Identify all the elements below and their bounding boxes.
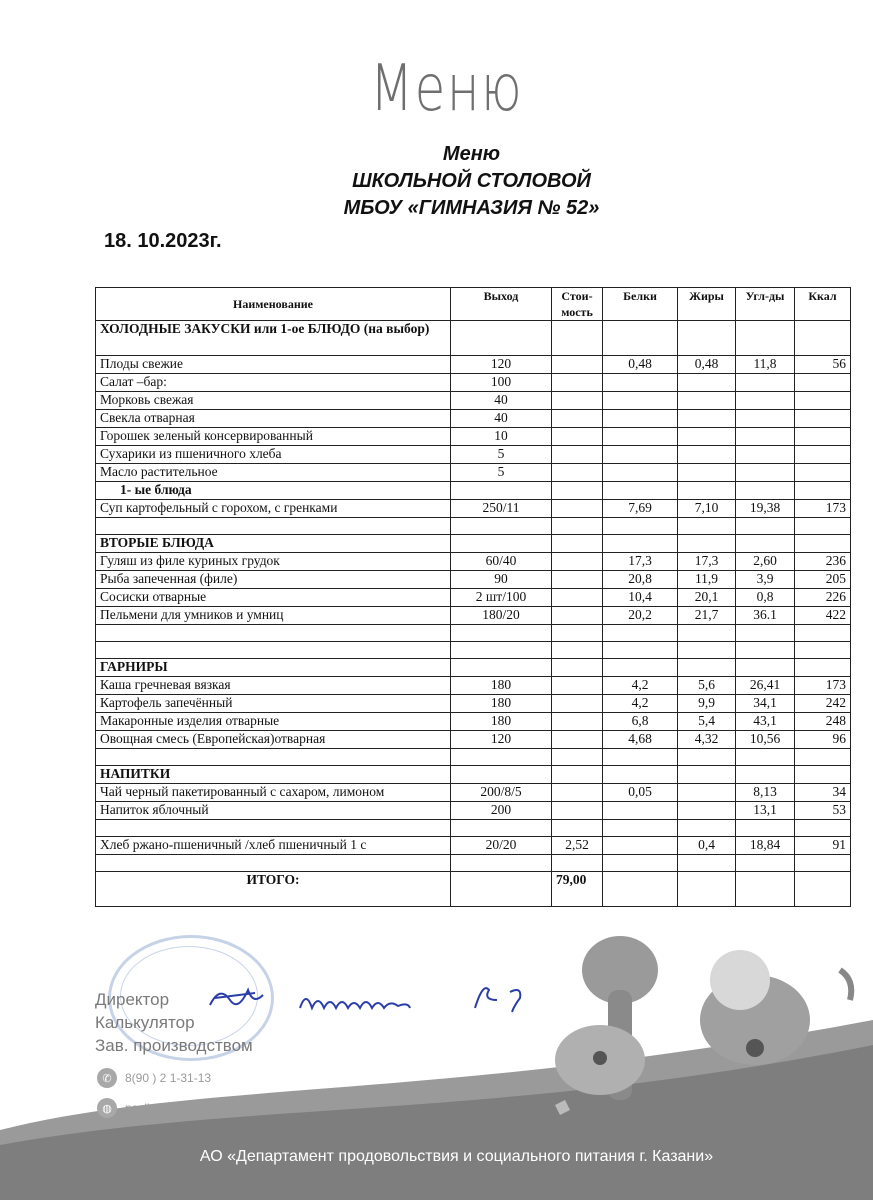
cell-kcal: 91 [795, 837, 851, 855]
total-fat-cell [678, 872, 736, 907]
cell-output: 10 [451, 428, 552, 446]
table-row [96, 571, 851, 589]
column-header-carbs-label: Угл-ды [745, 289, 785, 303]
cell-fat [678, 321, 736, 356]
cell-name [96, 820, 451, 837]
table-row [96, 837, 851, 855]
cell-kcal [795, 625, 851, 642]
total-output-cell [451, 872, 552, 907]
cell-carbs [736, 392, 795, 410]
cell-protein: 20,8 [603, 571, 678, 589]
cell-cost [552, 749, 603, 766]
cell-kcal: 173 [795, 677, 851, 695]
cell-fat: 4,32 [678, 731, 736, 749]
table-header-row [96, 288, 851, 321]
cell-name: Чай черный пакетированный с сахаром, лимоном [96, 784, 451, 802]
cell-output [451, 766, 552, 784]
cell-kcal [795, 855, 851, 872]
cell-fat [678, 855, 736, 872]
cell-cost [552, 820, 603, 837]
cell-fat: 0,48 [678, 356, 736, 374]
cell-kcal [795, 535, 851, 553]
table-row [96, 749, 851, 766]
cell-carbs [736, 820, 795, 837]
cell-kcal [795, 482, 851, 500]
cell-protein: 4,68 [603, 731, 678, 749]
cell-protein: 4,2 [603, 677, 678, 695]
cell-fat [678, 518, 736, 535]
column-header-carbs [736, 288, 795, 321]
cell-protein [603, 625, 678, 642]
website-contact [97, 1098, 200, 1118]
table-row [96, 553, 851, 571]
cell-carbs [736, 446, 795, 464]
table-row [96, 392, 851, 410]
cell-cost [552, 802, 603, 820]
cell-carbs: 43,1 [736, 713, 795, 731]
cell-output [451, 518, 552, 535]
cell-cost [552, 428, 603, 446]
cell-cost [552, 464, 603, 482]
cell-kcal: 236 [795, 553, 851, 571]
total-value: 79,00 [552, 872, 603, 907]
table-row [96, 784, 851, 802]
cell-fat [678, 374, 736, 392]
cell-kcal [795, 374, 851, 392]
cell-kcal: 422 [795, 607, 851, 625]
cell-carbs [736, 659, 795, 677]
cell-cost [552, 374, 603, 392]
table-row [96, 589, 851, 607]
table-row [96, 464, 851, 482]
cell-cost [552, 642, 603, 659]
cell-cost [552, 589, 603, 607]
cell-name: Масло растительное [96, 464, 451, 482]
cell-carbs: 13,1 [736, 802, 795, 820]
table-row [96, 695, 851, 713]
cell-name: Хлеб ржано-пшеничный /хлеб пшеничный 1 с [96, 837, 451, 855]
cell-carbs: 2,60 [736, 553, 795, 571]
cell-protein [603, 410, 678, 428]
table-row [96, 659, 851, 677]
cell-fat [678, 766, 736, 784]
cell-fat: 5,4 [678, 713, 736, 731]
cell-fat [678, 482, 736, 500]
cell-output: 120 [451, 356, 552, 374]
cell-cost [552, 625, 603, 642]
cell-name: Горошек зеленый консервированный [96, 428, 451, 446]
cell-carbs: 19,38 [736, 500, 795, 518]
cell-protein [603, 446, 678, 464]
cell-protein [603, 766, 678, 784]
cell-name: Сосиски отварные [96, 589, 451, 607]
column-header-protein: Белки [603, 288, 678, 321]
cell-fat: 20,1 [678, 589, 736, 607]
cell-name: ГАРНИРЫ [96, 659, 451, 677]
cell-carbs: 36.1 [736, 607, 795, 625]
cell-output: 2 шт/100 [451, 589, 552, 607]
phone-icon: ✆ [97, 1068, 117, 1088]
calculator-label: Калькулятор [95, 1013, 195, 1032]
cell-output [451, 820, 552, 837]
cell-cost [552, 553, 603, 571]
table-row [96, 321, 851, 356]
cell-protein [603, 374, 678, 392]
menu-table [95, 287, 851, 907]
cell-carbs: 26,41 [736, 677, 795, 695]
cell-output [451, 535, 552, 553]
cell-output [451, 749, 552, 766]
cell-kcal: 34 [795, 784, 851, 802]
cell-fat [678, 464, 736, 482]
cell-kcal [795, 464, 851, 482]
cell-output [451, 482, 552, 500]
cell-output: 60/40 [451, 553, 552, 571]
cell-kcal [795, 410, 851, 428]
column-header-name: Наименование [96, 288, 451, 321]
cell-carbs [736, 464, 795, 482]
table-row [96, 713, 851, 731]
cell-cost [552, 321, 603, 356]
table-row [96, 607, 851, 625]
cell-protein [603, 428, 678, 446]
cell-fat [678, 428, 736, 446]
cell-cost [552, 500, 603, 518]
cell-output: 40 [451, 392, 552, 410]
cell-protein: 0,05 [603, 784, 678, 802]
cell-cost [552, 518, 603, 535]
cell-name: Плоды свежие [96, 356, 451, 374]
cell-name: Суп картофельный с горохом, с гренками [96, 500, 451, 518]
cell-name: Свекла отварная [96, 410, 451, 428]
cell-fat [678, 446, 736, 464]
mascot-illustration [540, 930, 873, 1130]
cell-carbs [736, 374, 795, 392]
cell-output [451, 642, 552, 659]
cell-fat [678, 749, 736, 766]
cell-name [96, 855, 451, 872]
cell-output [451, 321, 552, 356]
cell-kcal: 96 [795, 731, 851, 749]
globe-icon: ◍ [97, 1098, 117, 1118]
cell-output: 180/20 [451, 607, 552, 625]
cell-kcal [795, 820, 851, 837]
cell-carbs [736, 535, 795, 553]
cell-protein: 10,4 [603, 589, 678, 607]
phone-contact [97, 1068, 211, 1088]
website-url: pcelisaretar.ru [125, 1101, 201, 1115]
page-title: Меню [442, 143, 501, 165]
cell-kcal [795, 659, 851, 677]
cell-protein [603, 464, 678, 482]
cell-name: Каша гречневая вязкая [96, 677, 451, 695]
cell-kcal: 173 [795, 500, 851, 518]
cell-cost [552, 766, 603, 784]
cell-protein: 6,8 [603, 713, 678, 731]
cell-fat [678, 535, 736, 553]
cell-output: 5 [451, 464, 552, 482]
phone-number: 8(90 ) 2 1-31-13 [125, 1071, 212, 1085]
cell-name [96, 625, 451, 642]
cell-fat: 17,3 [678, 553, 736, 571]
cell-cost [552, 392, 603, 410]
cell-output: 100 [451, 374, 552, 392]
cell-kcal [795, 392, 851, 410]
cell-name: Сухарики из пшеничного хлеба [96, 446, 451, 464]
cell-output: 5 [451, 446, 552, 464]
cell-cost [552, 607, 603, 625]
cell-name: 1- ые блюда [96, 482, 451, 500]
cell-cost [552, 695, 603, 713]
cell-name [96, 749, 451, 766]
cell-protein: 17,3 [603, 553, 678, 571]
cell-cost [552, 571, 603, 589]
total-carbs-cell [736, 872, 795, 907]
cell-cost [552, 784, 603, 802]
cell-kcal: 53 [795, 802, 851, 820]
cell-output: 180 [451, 677, 552, 695]
cell-kcal: 205 [795, 571, 851, 589]
cell-output: 120 [451, 731, 552, 749]
cell-cost [552, 482, 603, 500]
table-row [96, 446, 851, 464]
cell-name: ХОЛОДНЫЕ ЗАКУСКИ или 1-ое БЛЮДО (на выбор) [96, 321, 451, 356]
cell-fat [678, 784, 736, 802]
column-header-kcal: Ккал [795, 288, 851, 321]
cell-name: ВТОРЫЕ БЛЮДА [96, 535, 451, 553]
cell-protein: 4,2 [603, 695, 678, 713]
cell-cost [552, 713, 603, 731]
cell-carbs: 3,9 [736, 571, 795, 589]
cell-name: Овощная смесь (Европейская)отварная [96, 731, 451, 749]
cell-fat [678, 659, 736, 677]
cell-carbs [736, 766, 795, 784]
cell-fat [678, 625, 736, 642]
column-header-output: Выход [451, 288, 552, 321]
company-name: АО «Департамент продовольствия и социального питания г. Казани» [199, 1148, 714, 1165]
cell-fat [678, 642, 736, 659]
cell-output [451, 659, 552, 677]
cell-carbs: 8,13 [736, 784, 795, 802]
cell-output: 40 [451, 410, 552, 428]
cell-cost [552, 410, 603, 428]
cell-output: 200/8/5 [451, 784, 552, 802]
cell-kcal [795, 446, 851, 464]
cell-protein [603, 321, 678, 356]
cell-fat [678, 410, 736, 428]
cell-kcal [795, 749, 851, 766]
cell-output [451, 625, 552, 642]
cell-cost [552, 731, 603, 749]
table-row [96, 410, 851, 428]
column-header-cost [552, 288, 603, 321]
cell-name: Пельмени для умников и умниц [96, 607, 451, 625]
column-header-fat: Жиры [678, 288, 736, 321]
cell-output: 180 [451, 695, 552, 713]
cell-name: Напиток яблочный [96, 802, 451, 820]
cell-fat [678, 392, 736, 410]
table-row [96, 374, 851, 392]
total-kcal-cell [795, 872, 851, 907]
cell-kcal: 56 [795, 356, 851, 374]
school-name: МБОУ «ГИМНАЗИЯ № 52» [343, 197, 600, 219]
cell-fat: 9,9 [678, 695, 736, 713]
cell-cost [552, 535, 603, 553]
cell-name: Гуляш из филе куриных грудок [96, 553, 451, 571]
cell-output: 180 [451, 713, 552, 731]
cell-protein: 20,2 [603, 607, 678, 625]
cell-protein [603, 749, 678, 766]
cell-protein [603, 837, 678, 855]
cell-carbs: 18,84 [736, 837, 795, 855]
cell-name: Салат –бар: [96, 374, 451, 392]
cell-protein [603, 518, 678, 535]
cell-protein [603, 392, 678, 410]
cell-name [96, 518, 451, 535]
table-row [96, 482, 851, 500]
table-row [96, 642, 851, 659]
total-protein-cell [603, 872, 678, 907]
cell-cost [552, 446, 603, 464]
director-label: Директор [95, 990, 170, 1009]
cell-carbs: 11,8 [736, 356, 795, 374]
cell-kcal [795, 428, 851, 446]
cell-carbs [736, 749, 795, 766]
table-row [96, 356, 851, 374]
cell-fat: 5,6 [678, 677, 736, 695]
table-row [96, 518, 851, 535]
production-head-label: Зав. производством [95, 1036, 253, 1055]
cell-output: 250/11 [451, 500, 552, 518]
cell-kcal [795, 518, 851, 535]
table-row [96, 820, 851, 837]
cell-protein [603, 659, 678, 677]
cell-protein [603, 535, 678, 553]
menu-date: 18. 10.2023г. [104, 230, 222, 252]
cell-cost [552, 659, 603, 677]
cell-fat: 21,7 [678, 607, 736, 625]
cell-kcal [795, 766, 851, 784]
cell-carbs: 10,56 [736, 731, 795, 749]
cell-name: Картофель запечённый [96, 695, 451, 713]
cell-carbs [736, 642, 795, 659]
cell-name: Макаронные изделия отварные [96, 713, 451, 731]
cell-carbs [736, 428, 795, 446]
table-row [96, 428, 851, 446]
cell-protein [603, 802, 678, 820]
cell-kcal: 248 [795, 713, 851, 731]
cell-output: 90 [451, 571, 552, 589]
cell-fat: 7,10 [678, 500, 736, 518]
cell-cost: 2,52 [552, 837, 603, 855]
table-row [96, 766, 851, 784]
cell-kcal: 226 [795, 589, 851, 607]
table-row [96, 731, 851, 749]
cell-fat: 11,9 [678, 571, 736, 589]
cell-output: 200 [451, 802, 552, 820]
handwritten-title: Меню [370, 52, 524, 126]
table-row [96, 677, 851, 695]
cell-protein: 7,69 [603, 500, 678, 518]
cell-carbs [736, 321, 795, 356]
cell-carbs [736, 518, 795, 535]
table-row [96, 855, 851, 872]
cell-kcal [795, 321, 851, 356]
cell-carbs [736, 625, 795, 642]
column-header-cost-label: Стои-мость [561, 289, 593, 319]
cell-carbs [736, 855, 795, 872]
table-row [96, 500, 851, 518]
cell-carbs [736, 410, 795, 428]
table-row [96, 625, 851, 642]
cell-output: 20/20 [451, 837, 552, 855]
cell-carbs [736, 482, 795, 500]
cell-protein [603, 820, 678, 837]
cell-protein: 0,48 [603, 356, 678, 374]
cell-protein [603, 642, 678, 659]
cell-protein [603, 482, 678, 500]
cell-name: НАПИТКИ [96, 766, 451, 784]
cell-cost [552, 855, 603, 872]
cell-name [96, 642, 451, 659]
cell-carbs: 34,1 [736, 695, 795, 713]
page-subtitle: ШКОЛЬНОЙ СТОЛОВОЙ [352, 170, 591, 192]
cell-kcal [795, 642, 851, 659]
cell-fat [678, 820, 736, 837]
cell-fat: 0,4 [678, 837, 736, 855]
cell-output [451, 855, 552, 872]
cell-protein [603, 855, 678, 872]
table-row [96, 535, 851, 553]
cell-name: Рыба запеченная (филе) [96, 571, 451, 589]
cell-cost [552, 356, 603, 374]
total-row [96, 872, 851, 907]
cell-carbs: 0,8 [736, 589, 795, 607]
total-label: ИТОГО: [96, 872, 451, 907]
signature [205, 980, 555, 1020]
cell-cost [552, 677, 603, 695]
cell-name: Морковь свежая [96, 392, 451, 410]
table-row [96, 802, 851, 820]
cell-kcal: 242 [795, 695, 851, 713]
cell-fat [678, 802, 736, 820]
